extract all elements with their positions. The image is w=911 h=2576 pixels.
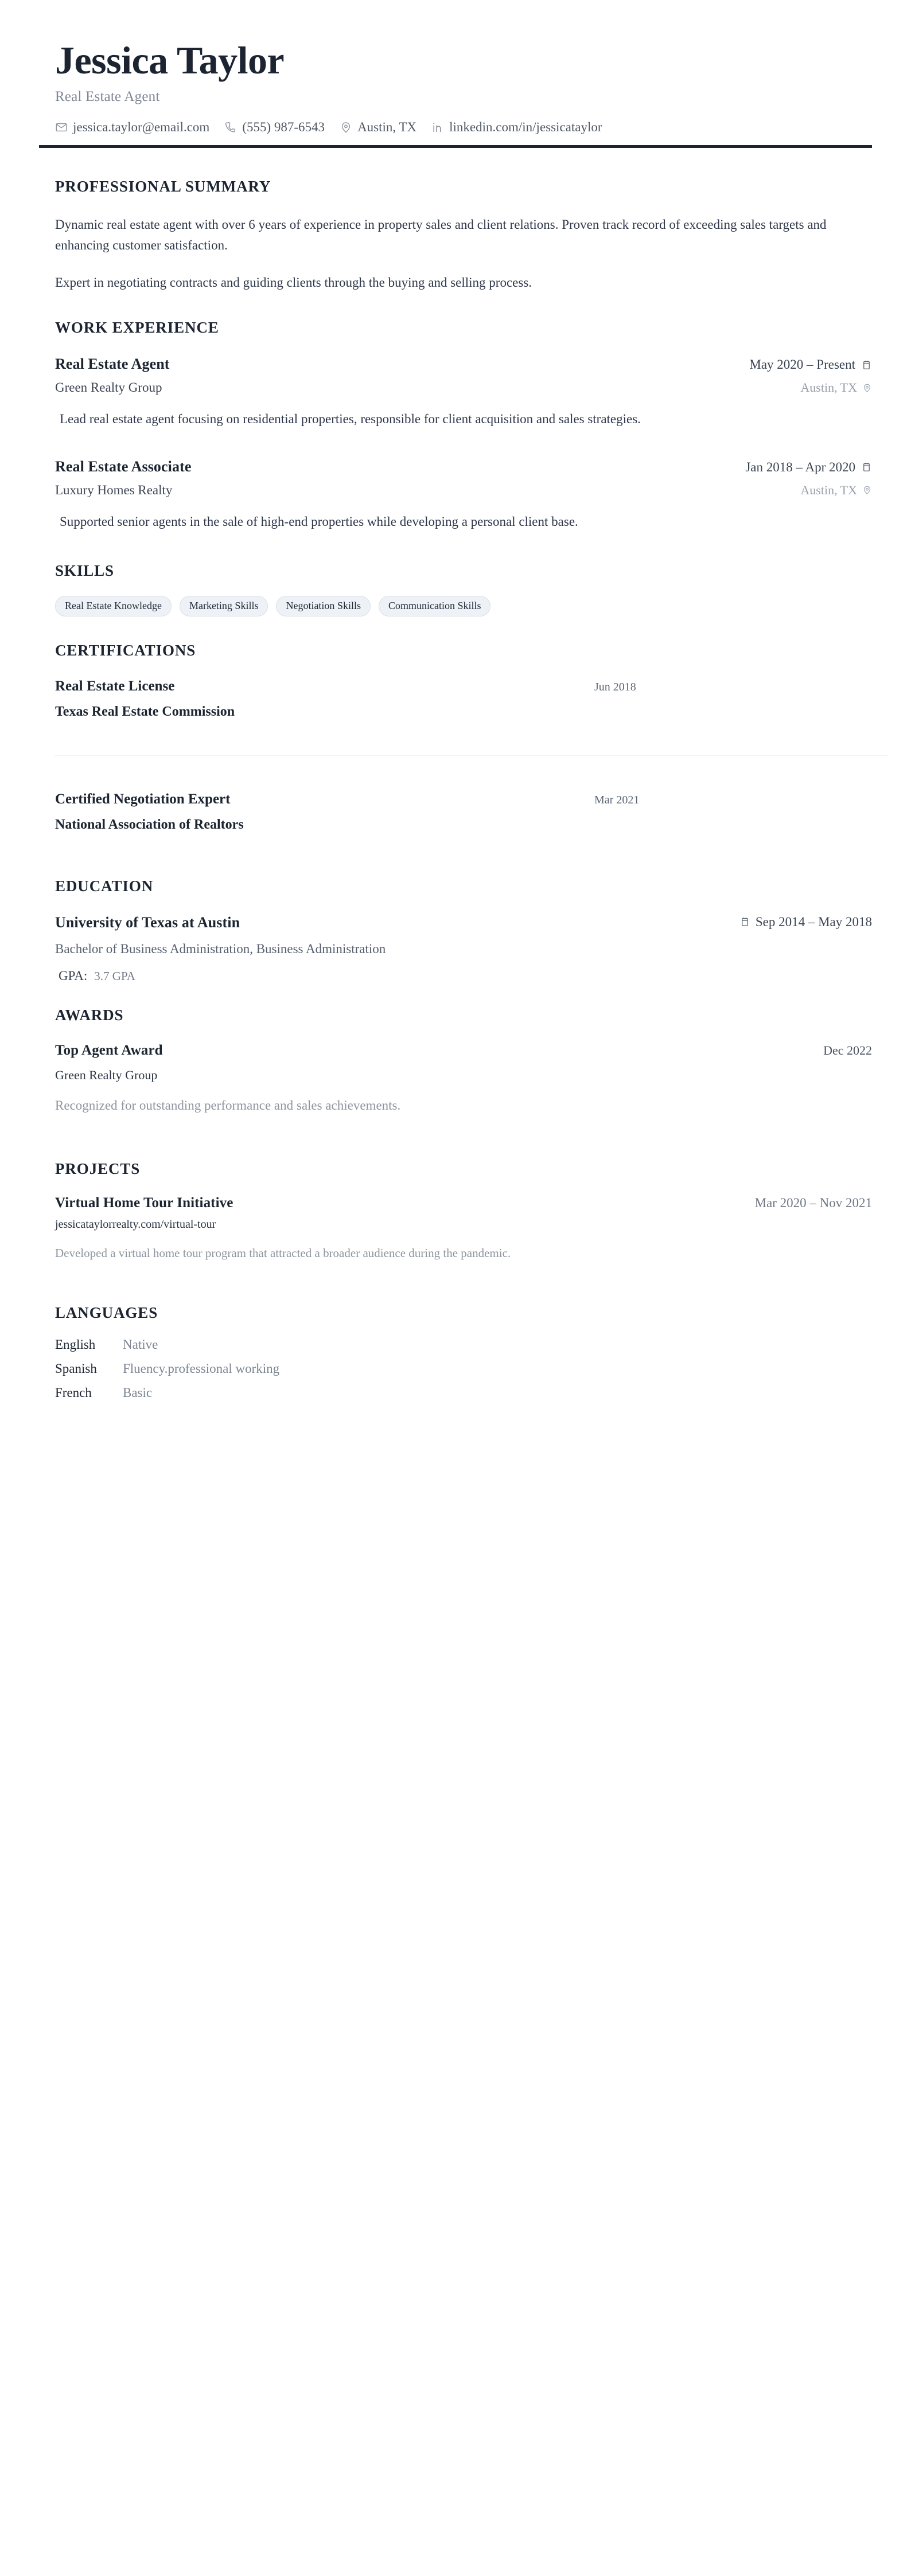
experience-description: Supported senior agents in the sale of high-end properties while developing a personal client base. <box>60 514 578 529</box>
certification-name: Certified Negotiation Expert <box>55 791 231 807</box>
skill-pill: Marketing Skills <box>180 596 268 617</box>
contact-linkedin[interactable] <box>431 120 602 135</box>
contact-email[interactable] <box>55 120 209 135</box>
section-projects <box>39 1160 872 1260</box>
contact-row <box>55 120 872 135</box>
certification-date: Mar 2021 <box>594 794 640 807</box>
experience-company: Green Realty Group <box>55 380 162 395</box>
certification-entry <box>55 678 872 720</box>
location-pin-icon <box>340 121 352 134</box>
experience-role: Real Estate Agent <box>55 356 170 373</box>
project-entry <box>55 1195 872 1260</box>
skill-pill: Real Estate Knowledge <box>55 596 172 617</box>
calendar-icon <box>861 462 872 473</box>
section-title-skills: SKILLS <box>55 561 114 579</box>
language-name: French <box>55 1385 92 1400</box>
contact-phone-text: (555) 987-6543 <box>242 120 325 135</box>
linkedin-icon <box>431 121 444 134</box>
summary-paragraph: Expert in negotiating contracts and guiding clients through the buying and selling process. <box>55 275 532 290</box>
contact-phone[interactable] <box>224 120 325 135</box>
section-skills <box>39 562 872 617</box>
project-header-row <box>55 1195 872 1211</box>
experience-dates-group <box>749 357 872 372</box>
contact-location <box>340 120 416 135</box>
education-gpa-label: GPA: <box>59 968 88 983</box>
section-professional-summary <box>39 178 872 292</box>
summary-paragraph: Dynamic real estate agent with over 6 years of experience in property sales and client relations. Proven track record of exceeding sales targets and enhancing customer satisfaction. <box>55 217 827 253</box>
language-row <box>55 1337 872 1352</box>
education-gpa-value: 3.7 GPA <box>94 969 135 983</box>
email-icon <box>55 121 68 134</box>
contact-email-text: jessica.taylor@email.com <box>73 120 210 135</box>
experience-subheader-row <box>55 380 872 395</box>
skill-pill: Communication Skills <box>379 596 491 617</box>
certification-entry <box>55 791 872 833</box>
contact-location-text: Austin, TX <box>357 120 417 135</box>
section-title-projects: PROJECTS <box>55 1160 141 1177</box>
language-list <box>55 1337 872 1400</box>
section-title-certifications: CERTIFICATIONS <box>55 642 196 659</box>
candidate-job-title: Real Estate Agent <box>55 89 160 105</box>
education-gpa-row <box>55 969 872 983</box>
section-title-education: EDUCATION <box>55 877 154 895</box>
education-entry <box>55 914 872 983</box>
candidate-name: Jessica Taylor <box>55 38 285 82</box>
section-work-experience <box>39 319 872 532</box>
award-entry <box>55 1043 872 1113</box>
language-level: Native <box>123 1337 158 1352</box>
section-title-awards: AWARDS <box>55 1006 124 1024</box>
section-certifications <box>39 642 872 833</box>
language-level: Fluency.professional working <box>123 1361 280 1376</box>
award-organization: Green Realty Group <box>55 1067 158 1082</box>
experience-company: Luxury Homes Realty <box>55 482 173 497</box>
project-description: Developed a virtual home tour program that attracted a broader audience during the pandemic. <box>55 1246 511 1260</box>
experience-role: Real Estate Associate <box>55 458 192 475</box>
language-level: Basic <box>123 1385 153 1400</box>
calendar-icon <box>739 916 750 927</box>
experience-header-row <box>55 458 872 475</box>
language-row <box>55 1361 872 1376</box>
experience-description: Lead real estate agent focusing on residential properties, responsible for client acquisition and sales strategies. <box>60 412 641 427</box>
education-degree: Bachelor of Business Administration, Business Administration <box>55 942 386 957</box>
certification-header-row <box>55 791 872 807</box>
certification-divider <box>55 755 888 756</box>
section-languages <box>39 1304 872 1400</box>
experience-dates: Jan 2018 – Apr 2020 <box>745 459 855 474</box>
section-title-languages: LANGUAGES <box>55 1303 158 1321</box>
experience-location: Austin, TX <box>800 380 857 395</box>
contact-linkedin-text: linkedin.com/in/jessicataylor <box>449 120 602 135</box>
section-education <box>39 877 872 983</box>
certification-name: Real Estate License <box>55 678 175 694</box>
certification-header-row <box>55 678 872 694</box>
award-date: Dec 2022 <box>823 1043 872 1057</box>
project-url[interactable]: jessicataylorrealty.com/virtual-tour <box>55 1217 216 1231</box>
location-pin-icon <box>862 485 872 495</box>
experience-subheader-row <box>55 483 872 498</box>
experience-entry <box>55 458 872 532</box>
certification-date: Jun 2018 <box>594 681 636 694</box>
certification-issuer: National Association of Realtors <box>55 817 244 833</box>
experience-location-group <box>800 483 872 498</box>
award-description: Recognized for outstanding performance and sales achievements. <box>55 1098 401 1113</box>
calendar-icon <box>861 360 872 370</box>
experience-location: Austin, TX <box>800 482 857 497</box>
header-divider <box>39 145 872 148</box>
experience-location-group <box>800 380 872 395</box>
language-row <box>55 1385 872 1400</box>
skill-pill: Negotiation Skills <box>276 596 371 617</box>
education-dates: Sep 2014 – May 2018 <box>755 914 872 929</box>
project-dates: Mar 2020 – Nov 2021 <box>754 1195 872 1210</box>
section-title-experience: WORK EXPERIENCE <box>55 319 219 337</box>
location-pin-icon <box>862 383 872 393</box>
award-header-row <box>55 1043 872 1059</box>
education-header-row <box>55 914 872 931</box>
section-title-summary: PROFESSIONAL SUMMARY <box>55 178 271 196</box>
certification-issuer: Texas Real Estate Commission <box>55 704 235 720</box>
language-name: Spanish <box>55 1361 97 1376</box>
experience-dates: May 2020 – Present <box>749 357 855 372</box>
language-name: English <box>55 1337 96 1352</box>
award-name: Top Agent Award <box>55 1042 163 1058</box>
section-awards <box>39 1006 872 1113</box>
phone-icon <box>224 121 237 134</box>
education-school: University of Texas at Austin <box>55 914 240 931</box>
resume-header <box>39 40 872 135</box>
skill-list <box>55 596 872 617</box>
experience-header-row <box>55 356 872 373</box>
experience-entry <box>55 356 872 430</box>
project-name: Virtual Home Tour Initiative <box>55 1195 233 1211</box>
experience-dates-group <box>745 460 872 475</box>
education-dates-group <box>739 915 872 930</box>
